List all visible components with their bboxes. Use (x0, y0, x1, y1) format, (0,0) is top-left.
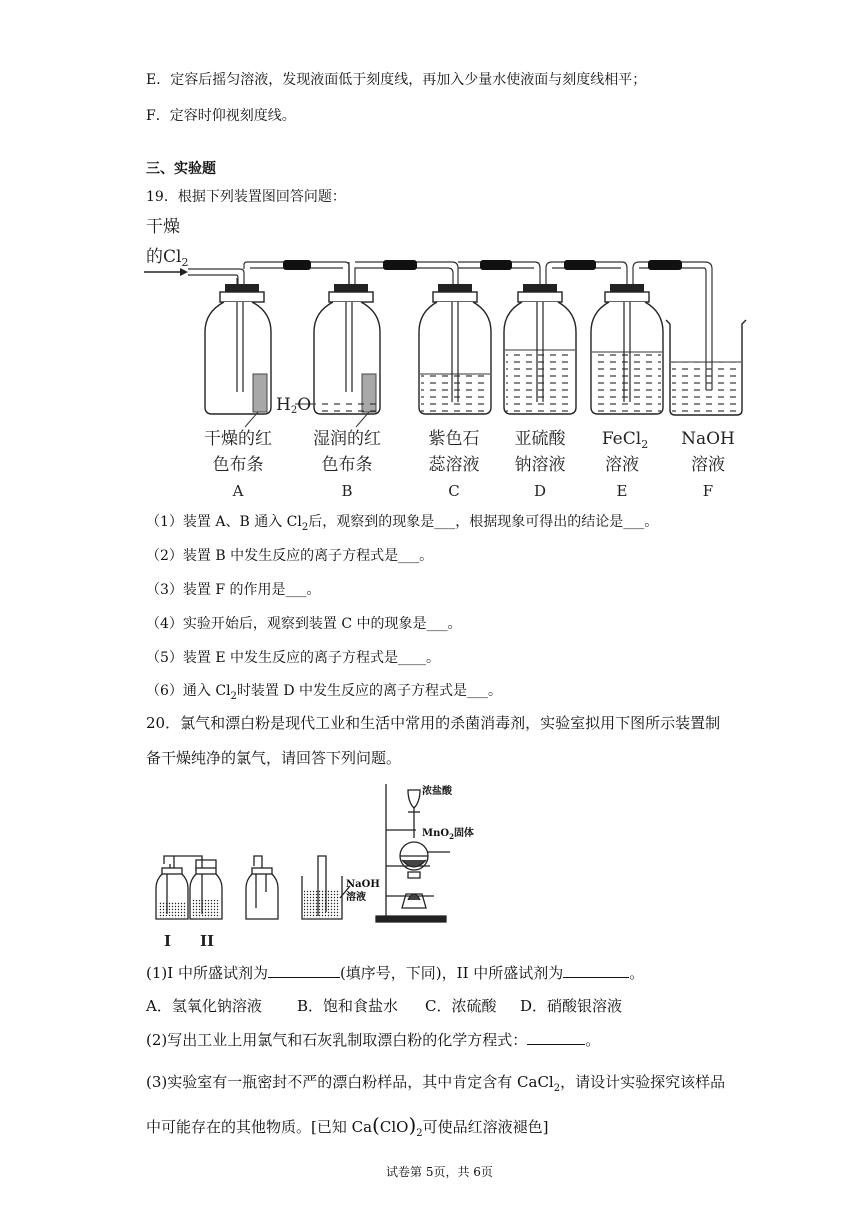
label-a-line1: 干燥的红 (204, 429, 272, 449)
label-d-line1: 亚硫酸 (514, 429, 566, 449)
label-f-line2: 溶液 (691, 455, 725, 475)
q20-item-3-line2: 中可能存在的其他物质。[已知 $Ca(ClO)_2$可使品红溶液褪色] (146, 1113, 549, 1139)
inlet-label-line1: 干燥 (146, 217, 180, 237)
letter-f: F (702, 482, 714, 500)
q20-item-1: (1)I 中所盛试剂为 (填序号，下同)，II 中所盛试剂为 。 (146, 964, 645, 982)
hcl-label: 浓盐酸 (422, 786, 452, 797)
bottle-a (205, 284, 271, 427)
answer-blank-3[interactable] (527, 1030, 585, 1045)
q20-item-2: (2)写出工业上用氯气和石灰乳制取漂白粉的化学方程式： 。 (146, 1031, 601, 1049)
label-e-line1: FeCl$_2$ (601, 429, 649, 451)
q19-item-4: （4）实验开始后，观察到装置 C 中的现象是___。 (146, 616, 462, 632)
label-b-line1: 湿润的红 (313, 429, 381, 449)
q19-item-2: （2）装置 B 中发生反应的离子方程式是___。 (146, 548, 434, 564)
q20-option-d: D．硝酸银溶液 (520, 997, 623, 1015)
q19-item-6: （6）通入 $Cl_2$时装置 D 中发生反应的离子方程式是___。 (146, 683, 503, 702)
chlorine-generator (376, 784, 450, 922)
collecting-bottle (246, 856, 278, 919)
question-20-line2: 备干燥纯净的氯气，请回答下列问题。 (146, 749, 402, 767)
q20-option-c: C．浓硫酸 (425, 997, 497, 1015)
q19-item-5: （5）装置 E 中发生反应的离子方程式是____。 (146, 650, 441, 666)
inlet-label-line2: 的$Cl_2$ (146, 247, 189, 269)
figure-19-apparatus (140, 212, 760, 502)
bottle-labels (204, 429, 735, 500)
page-footer: 试卷第 5页，共 6页 (386, 1165, 493, 1179)
label-I: I (164, 932, 172, 950)
answer-blank-1[interactable] (268, 963, 340, 978)
question-19-stem: 19．根据下列装置图回答问题： (146, 189, 346, 205)
figure-20-apparatus (150, 776, 474, 956)
q19-item-3: （3）装置 F 的作用是___。 (146, 582, 321, 598)
bottle-c (419, 284, 491, 414)
label-e-line2: 溶液 (605, 455, 639, 475)
option-e-text: E．定容后摇匀溶液，发现液面低于刻度线，再加入少量水使液面与刻度线相平； (146, 72, 647, 88)
naoh-label-2: 溶液 (346, 892, 366, 903)
q19-item-1: （1）装置 A、B 通入 $Cl_2$后，观察到的现象是___，根据现象可得出的结论是___。 (146, 514, 659, 533)
answer-blank-2[interactable] (563, 963, 629, 978)
question-20-line1: 20．氯气和漂白粉是现代工业和生活中常用的杀菌消毒剂，实验室拟用下图所示装置制 (146, 714, 721, 732)
label-d-line2: 钠溶液 (514, 455, 566, 475)
letter-a: A (232, 482, 244, 500)
option-f-text: F．定容时仰视刻度线。 (146, 108, 296, 124)
label-f-line1: NaOH (681, 429, 735, 449)
naoh-label-1: NaOH (346, 879, 380, 890)
wash-bottles (156, 856, 222, 919)
letter-c: C (448, 482, 460, 500)
letter-e: E (616, 482, 628, 500)
label-c-line2: 蕊溶液 (428, 455, 480, 475)
naoh-beaker (302, 856, 350, 919)
h2o-label: H2O (276, 395, 312, 416)
bottle-d (504, 284, 576, 414)
q20-option-b: B．饱和食盐水 (297, 997, 399, 1015)
bottle-e (591, 284, 663, 414)
label-II: II (200, 932, 215, 950)
q20-item-3: (3)实验室有一瓶密封不严的漂白粉样品，其中肯定含有 CaCl$_2$，请设计实验探究该样品 (146, 1073, 726, 1094)
section-heading: 三、实验题 (146, 161, 216, 177)
label-c-line1: 紫色石 (428, 429, 480, 449)
letter-b: B (341, 482, 353, 500)
letter-d: D (533, 482, 547, 500)
mno2-label: MnO$_2$固体 (422, 828, 474, 841)
q20-option-a: A．氢氧化钠溶液 (146, 997, 262, 1015)
label-b-line2: 色布条 (321, 455, 373, 475)
label-a-line2: 色布条 (212, 455, 264, 475)
